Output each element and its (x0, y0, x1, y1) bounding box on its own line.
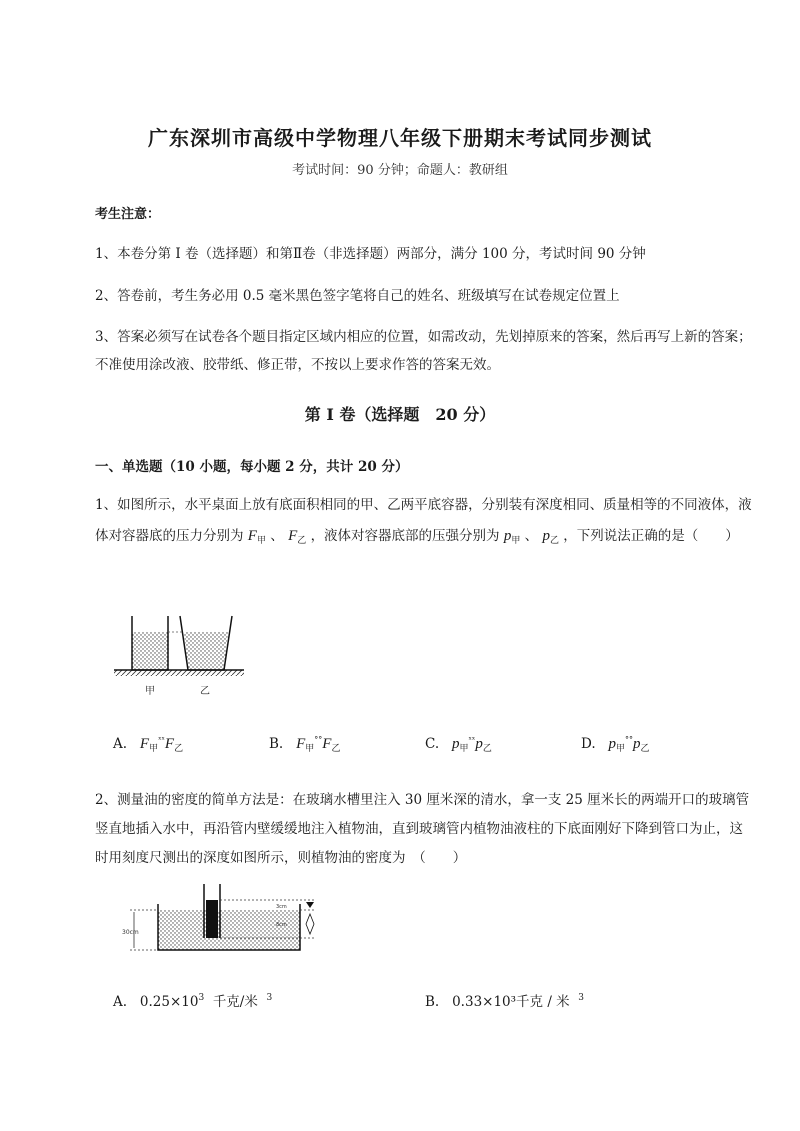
q2-option-b[interactable]: B. 0.33×10³千克 / 米 $^3$ (425, 993, 585, 1010)
arrow-double (306, 914, 314, 934)
q1-option-c[interactable]: C. $p_甲^{ˣˣ}p_乙$ (425, 735, 492, 753)
notice-heading: 考生注意： (95, 207, 161, 222)
label-30cm: 30cm (122, 929, 139, 936)
exam-title: 广东深圳市高级中学物理八年级下册期末考试同步测试 (148, 126, 652, 150)
q1-containers-figure (112, 610, 247, 702)
table-hatch (114, 670, 244, 676)
notice-item-1: 1、本卷分第 I 卷（选择题）和第Ⅱ卷（非选择题）两部分，满分 100 分，考试时间 90 分钟 (95, 246, 646, 262)
q2-option-a[interactable]: A. $0.25\times 10^3$ 千克/米 $^3$ (113, 993, 273, 1010)
q1-sep-1: 、 (270, 528, 284, 544)
question-2-text: 2、测量油的密度的简单方法是：在玻璃水槽里注入 30 厘米深的清水，拿一支 25 厘米长的两端开口的玻璃管竖直地插入水中，再沿管内壁缓缓地注入植物油，直到玻璃管内植物油液柱的下底面刚好下降到管口为止，这时用刻度尺测出的深度如图所示，则植物油的密度为 （ ） (95, 792, 750, 866)
oil-column (206, 900, 218, 938)
water-body (158, 910, 300, 950)
exam-subtitle: 考试时间：90 分钟；命题人：教研组 (292, 163, 508, 178)
q1-sep-2: 、 (524, 528, 539, 544)
liquid-jia (132, 632, 168, 670)
notice-item-3: 3、答案必须写在试卷各个题目指定区域内相应的位置，如需改动，先划掉原来的答案，然后再写上新的答案；不准使用涂改液、胶带纸、修正带，不按以上要求作答的答案无效。 (95, 329, 752, 373)
q1-text-a: 1、如图所示，水平桌面上放有底面积相同的甲、乙两平底容器，分别装有深度相同、质量相等的不同液体，液体对容器底的压力分别为 (95, 497, 752, 544)
notice-item-2: 2、答卷前，考生务必用 0.5 毫米黑色签字笔将自己的姓名、班级填写在试卷规定位置上 (95, 288, 620, 304)
label-yi: 乙 (200, 686, 210, 697)
pressure-yi: $p_乙$ (542, 528, 559, 545)
q1-option-d[interactable]: D. $p_甲^{^\circ^\circ}p_乙$ (581, 735, 650, 753)
force-yi: $F_乙$ (288, 528, 307, 545)
label-8cm: 8cm (276, 922, 287, 928)
label-jia: 甲 (145, 686, 155, 697)
q1-option-b[interactable]: B. $F_甲^{^\circ^\circ}F_乙$ (269, 735, 341, 753)
q1-option-a[interactable]: A. $F_甲^{ˣˣ}F_乙$ (113, 735, 184, 753)
q1-text-c: ，下列说法正确的是（ ） (563, 528, 739, 544)
arrow-down (306, 902, 314, 908)
pressure-jia: $p_甲$ (503, 528, 521, 545)
part-heading: 一、单选题（10 小题，每小题 2 分，共计 20 分） (95, 459, 409, 475)
force-jia: $F_甲$ (247, 528, 266, 545)
liquid-yi (184, 632, 228, 670)
question-1-text (95, 490, 755, 556)
q1-text-b: ，液体对容器底部的压强分别为 (310, 528, 500, 544)
q2-tube-figure (118, 880, 328, 960)
label-3cm: 3cm (276, 904, 287, 910)
section-title: 第 I 卷（选择题 20 分） (304, 405, 496, 424)
